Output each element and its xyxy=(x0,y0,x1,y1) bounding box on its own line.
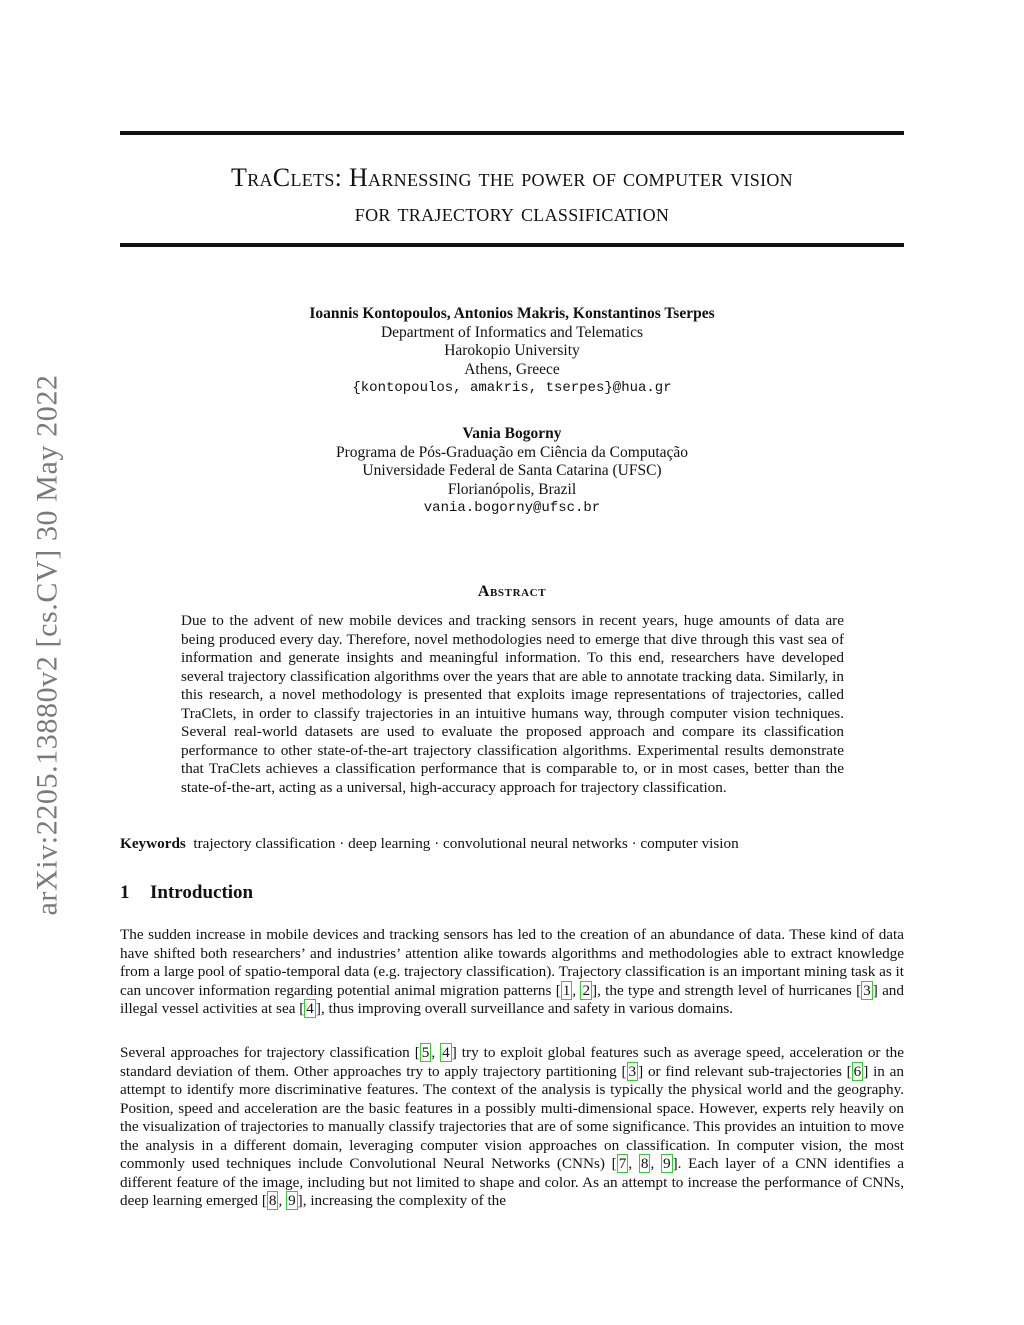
author-email[interactable]: vania.bogorny@ufsc.br xyxy=(423,500,601,516)
citation-link[interactable]: 8 xyxy=(640,1155,649,1172)
paper-title xyxy=(120,160,904,230)
citation-link[interactable]: 8 xyxy=(268,1192,277,1209)
keywords-text: trajectory classification · deep learning · convolutional neural networks · computer vision xyxy=(193,835,739,852)
author-block-2 xyxy=(120,425,904,518)
author-department: Department of Informatics and Telematics xyxy=(380,323,644,341)
section-heading xyxy=(120,882,253,904)
author-names: Vania Bogorny xyxy=(462,425,562,442)
author-institution: Universidade Federal de Santa Catarina (UFSC) xyxy=(362,462,662,479)
citation-link[interactable]: 4 xyxy=(442,1044,450,1061)
intro-paragraph-2: Several approaches for trajectory classification [ 5 , 4 ] try to exploit global features such as average speed, acceleration or the standard deviation of them. Other approaches try to apply trajectory partitioning [ 3 ] or find relevant sub-trajectories [ 6 ] in an attempt to identify more discriminative features. The context of the analysis is typically the physical world and the geography. Position, speed and acceleration are the basic features in a possibly multi-dimensional space. However, experts rely heavily on the visualization of trajectories to manually classify trajectories that are of some significance. This provides an intuition to move the analysis in a different domain, leveraging computer vision approaches on classification. In computer vision, the most commonly used techniques include Convolutional Neural Networks (CNNs) [ 7 , 8 , 9 ]. Each layer of a CNN identifies a different feature of the image, including but not limited to shape and color. As an attempt to increase the performance of CNNs, deep learning emerged [ 8 , 9 ], increasing the complexity of the xyxy=(120,1044,905,1209)
author-location: Florianópolis, Brazil xyxy=(447,480,577,498)
abstract-heading: Abstract xyxy=(477,583,547,600)
author-email[interactable]: {kontopoulos, amakris, tserpes}@hua.gr xyxy=(352,380,672,396)
citation-link[interactable]: 3 xyxy=(628,1062,637,1080)
citation-link[interactable]: 7 xyxy=(618,1155,627,1172)
title-line-1: TraClets: Harnessing the power of computer vision xyxy=(231,163,793,192)
arxiv-identifier[interactable]: arXiv:2205.13880v2 [cs.CV] 30 May 2022 xyxy=(31,374,65,916)
section-title: Introduction xyxy=(150,882,254,903)
author-department: Programa de Pós-Graduação em Ciência da Computação xyxy=(335,443,689,461)
title-top-rule xyxy=(120,131,904,135)
keywords-label: Keywords xyxy=(120,835,186,852)
title-bottom-rule xyxy=(120,243,904,247)
citation-link[interactable]: 2 xyxy=(582,981,591,999)
intro-paragraph-1: The sudden increase in mobile devices and tracking sensors has led to the creation of an abundance of data. These kind of data have shifted both researchers’ and industries’ attention alike towards algorithms and methodologies able to extract knowledge from a large pool of spatio-temporal data (e.g. trajectory classification). Trajectory classification is an important mining task as it can uncover information regarding potential animal migration patterns [ 1 , 2 ], the type and strength level of hurricanes [ 3 ] and illegal vessel activities at sea [ 4 ], thus improving overall surveillance and safety in various domains. xyxy=(120,926,904,1017)
citation-link[interactable]: 6 xyxy=(853,1062,862,1080)
arxiv-sidebar-stamp xyxy=(28,345,68,945)
author-location: Athens, Greece xyxy=(464,360,560,378)
author-institution: Harokopio University xyxy=(444,342,580,359)
section-number: 1 xyxy=(120,882,130,903)
abstract-text: Due to the advent of new mobile devices and tracking sensors in recent years, huge amounts of data are being produced every day. Therefore, novel methodologies need to emerge that dive through this vast sea of information and generate insights and meaningful information. To this end, researchers have developed several trajectory classification algorithms over the years that are able to annotate tracking data. Similarly, in this research, a novel methodology is presented that exploits image representations of trajectories, called TraClets, in order to classify trajectories in an intuitive humans way, through computer vision techniques. Several real-world datasets are used to evaluate the proposed approach and compare its classification performance to other state-of-the-art trajectory classification algorithms. Experimental results demonstrate that TraClets achieves a classification performance that is comparable to, or in most cases, better than the state-of-the-art, acting as a universal, high-accuracy approach for trajectory classification. xyxy=(181,612,844,796)
citation-link[interactable]: 9 xyxy=(663,1155,671,1172)
citation-link[interactable]: 1 xyxy=(562,981,571,999)
author-names: Ioannis Kontopoulos, Antonios Makris, Konstantinos Tserpes xyxy=(309,305,715,322)
citation-link[interactable]: 3 xyxy=(863,981,871,999)
keywords-line xyxy=(120,835,904,853)
title-line-2: for trajectory classification xyxy=(354,198,670,227)
citation-link[interactable]: 4 xyxy=(306,1000,314,1017)
citation-link[interactable]: 9 xyxy=(288,1192,296,1209)
citation-link[interactable]: 5 xyxy=(421,1044,430,1061)
author-block-1 xyxy=(120,305,904,398)
